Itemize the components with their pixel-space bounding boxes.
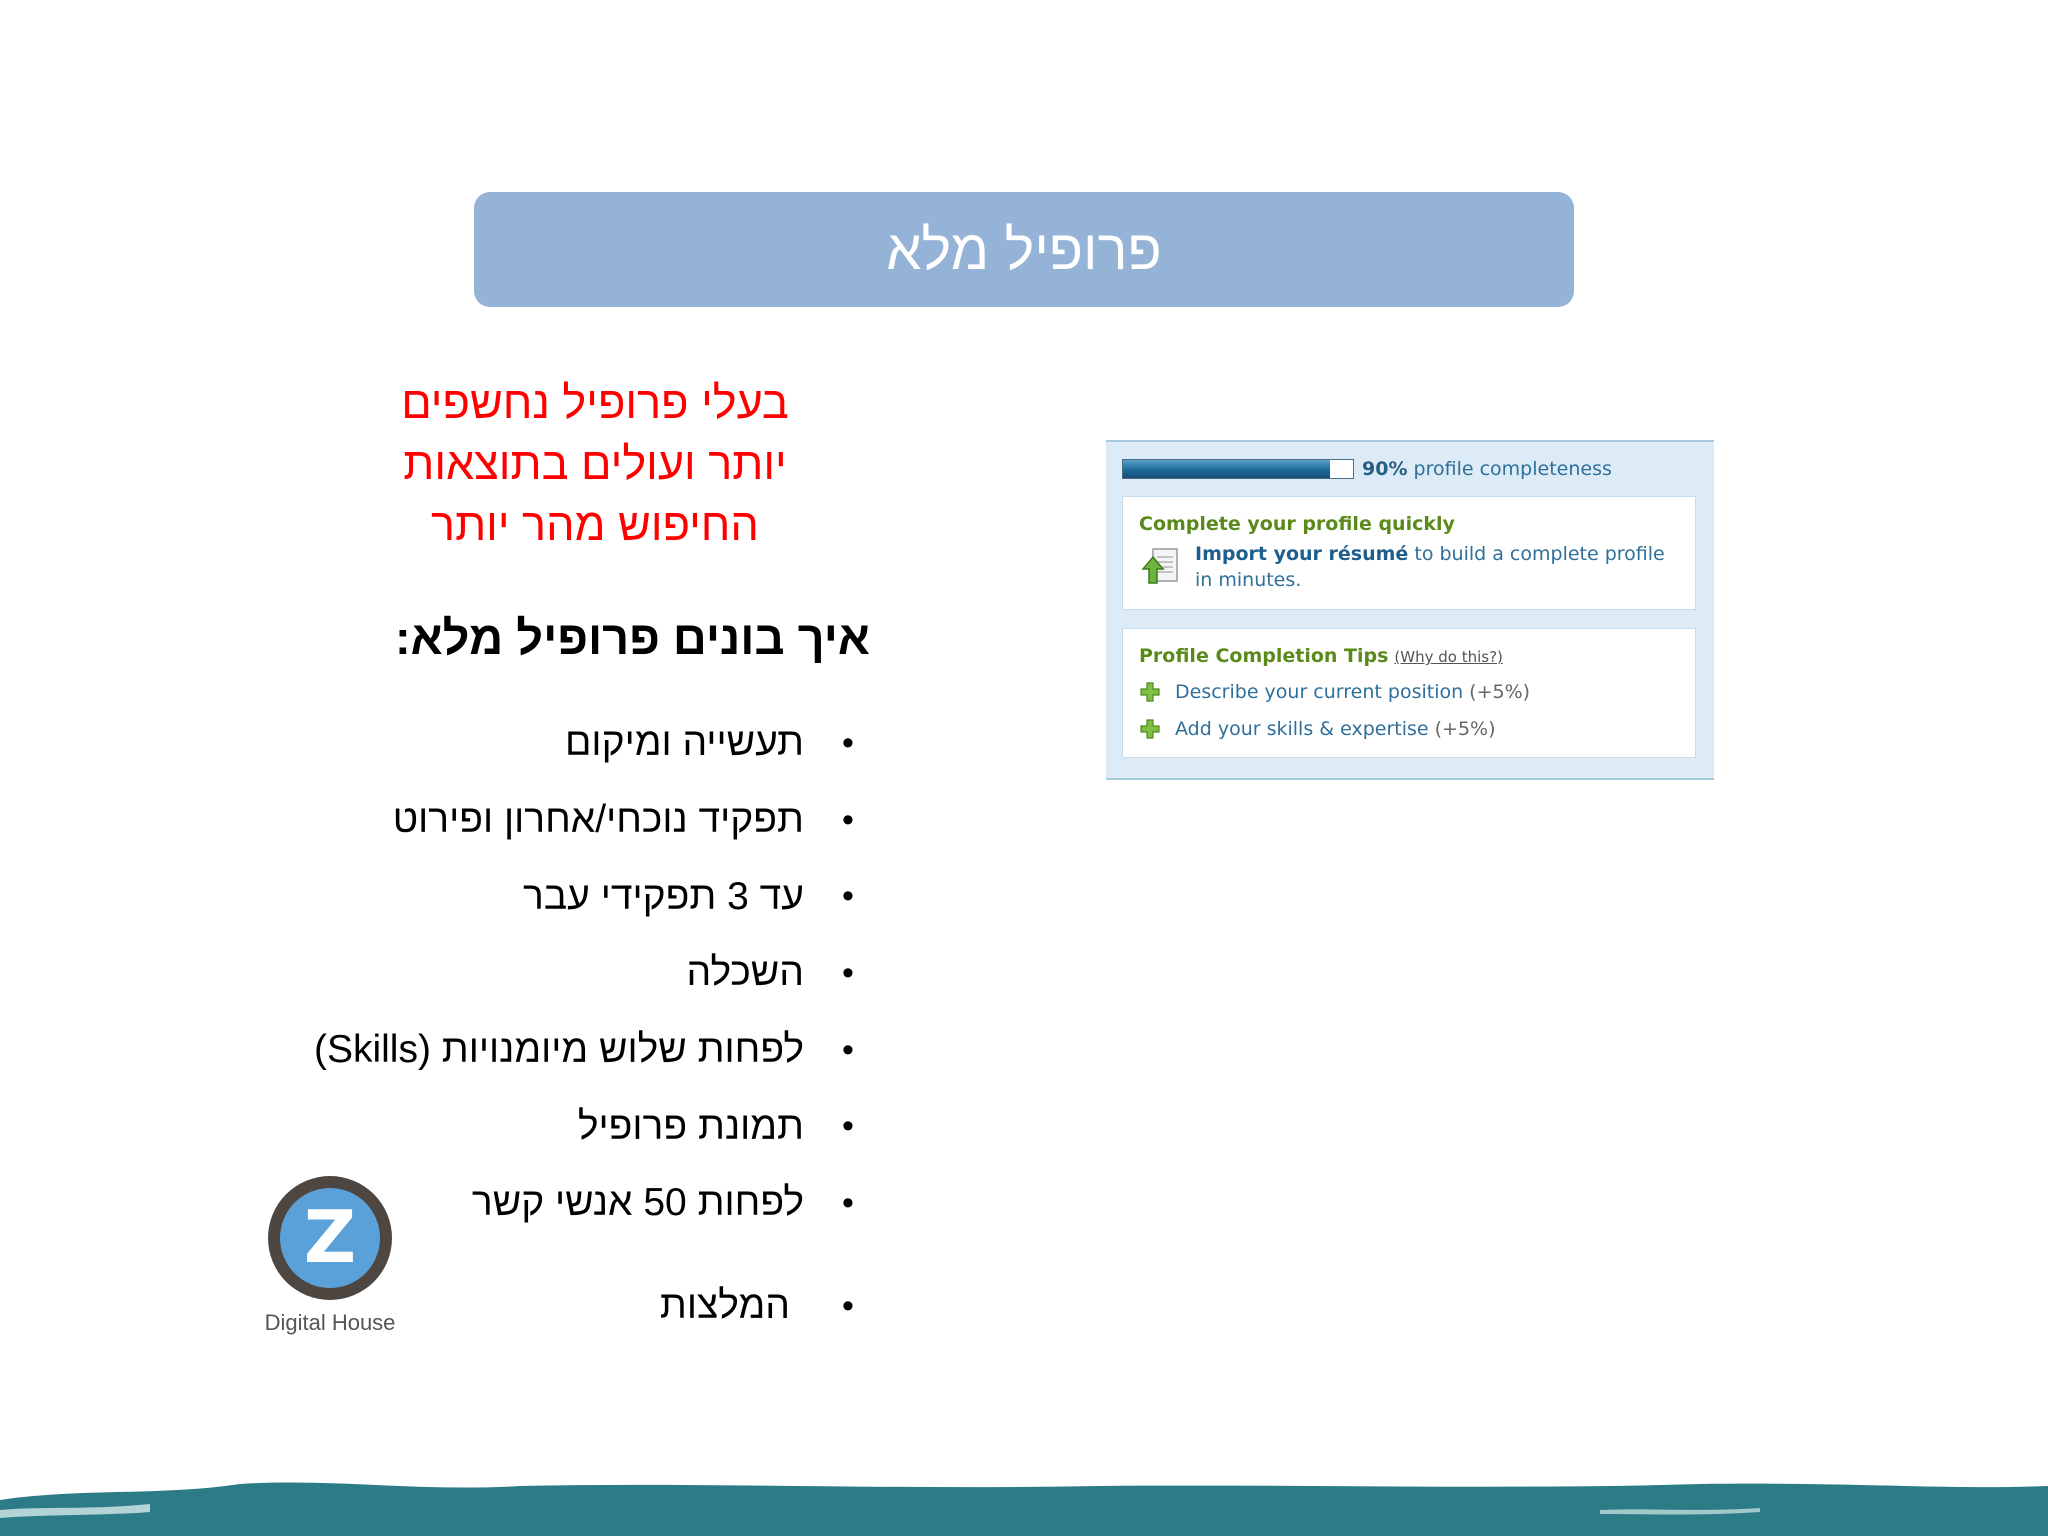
bullet-dot: • [842,723,854,762]
import-description: to build a complete profile in minutes. [1195,543,1665,591]
list-item [314,1012,868,1089]
bullet-dot: • [842,1107,854,1146]
bullet-dot: • [842,953,854,992]
tip-item[interactable] [1139,681,1530,703]
headline-line: החיפוש מהר יותר [431,499,759,550]
progress-row [1122,458,1612,480]
why-link[interactable]: (Why do this?) [1394,648,1503,666]
list-item [314,782,868,859]
progress-text [1362,458,1612,480]
import-resume-icon [1139,545,1181,587]
progress-label: profile completeness [1413,458,1612,480]
list-item-text: תמונת פרופיל [577,1104,804,1148]
list-item-text: לפחות שלוש מיומנויות (Skills) [313,1028,804,1072]
list-item [314,858,868,935]
subheading: איך בונים פרופיל מלא: [394,611,870,664]
digital-house-logo [262,1170,398,1306]
slide-title: פרופיל מלא [886,218,1162,281]
slide-title-bar [474,192,1574,307]
bullet-dot: • [842,1286,854,1325]
plus-icon [1139,718,1161,740]
headline [330,372,860,555]
bullet-dot: • [842,1183,854,1222]
tip-bonus: (+5%) [1469,681,1531,703]
list-item-text: תעשייה ומיקום [564,721,804,765]
completion-tips-box [1122,628,1696,758]
import-resume-link[interactable]: Import your résumé [1195,543,1409,565]
plus-icon [1139,681,1161,703]
headline-line: יותר ועולים בתוצאות [403,438,787,489]
tip-bonus: (+5%) [1434,718,1496,740]
progress-percent: 90% [1362,458,1408,480]
headline-line: בעלי פרופיל נחשפים [401,377,789,428]
progress-fill [1123,460,1330,478]
tip-text: Describe your current position [1175,681,1464,703]
tip-text: Add your skills & expertise [1175,718,1429,740]
footer-brush-stroke [0,1470,2048,1536]
bullet-dot: • [842,1030,854,1069]
profile-completeness-widget [1106,440,1714,780]
list-item-text: תפקיד נוכחי/אחרון ופירוט [392,798,804,842]
list-item-text: השכלה [686,951,804,995]
tips-title: Profile Completion Tips [1139,645,1389,667]
progress-bar [1122,459,1354,479]
list-item [314,1088,868,1165]
logo-caption: Digital House [264,1310,396,1335]
import-text [1195,541,1685,593]
list-item-text: לפחות 50 אנשי קשר [471,1181,804,1225]
tip-item[interactable] [1139,718,1496,740]
logo-letter: Z [303,1195,357,1279]
list-item [314,705,868,782]
quick-complete-title: Complete your profile quickly [1139,513,1455,535]
bullet-dot: • [842,800,854,839]
quick-complete-box [1122,496,1696,610]
list-item-text: עד 3 תפקידי עבר [523,874,804,918]
list-item [314,935,868,1012]
bullet-dot: • [842,877,854,916]
tips-title-row [1139,645,1503,667]
list-item-text: המלצות [659,1284,790,1328]
